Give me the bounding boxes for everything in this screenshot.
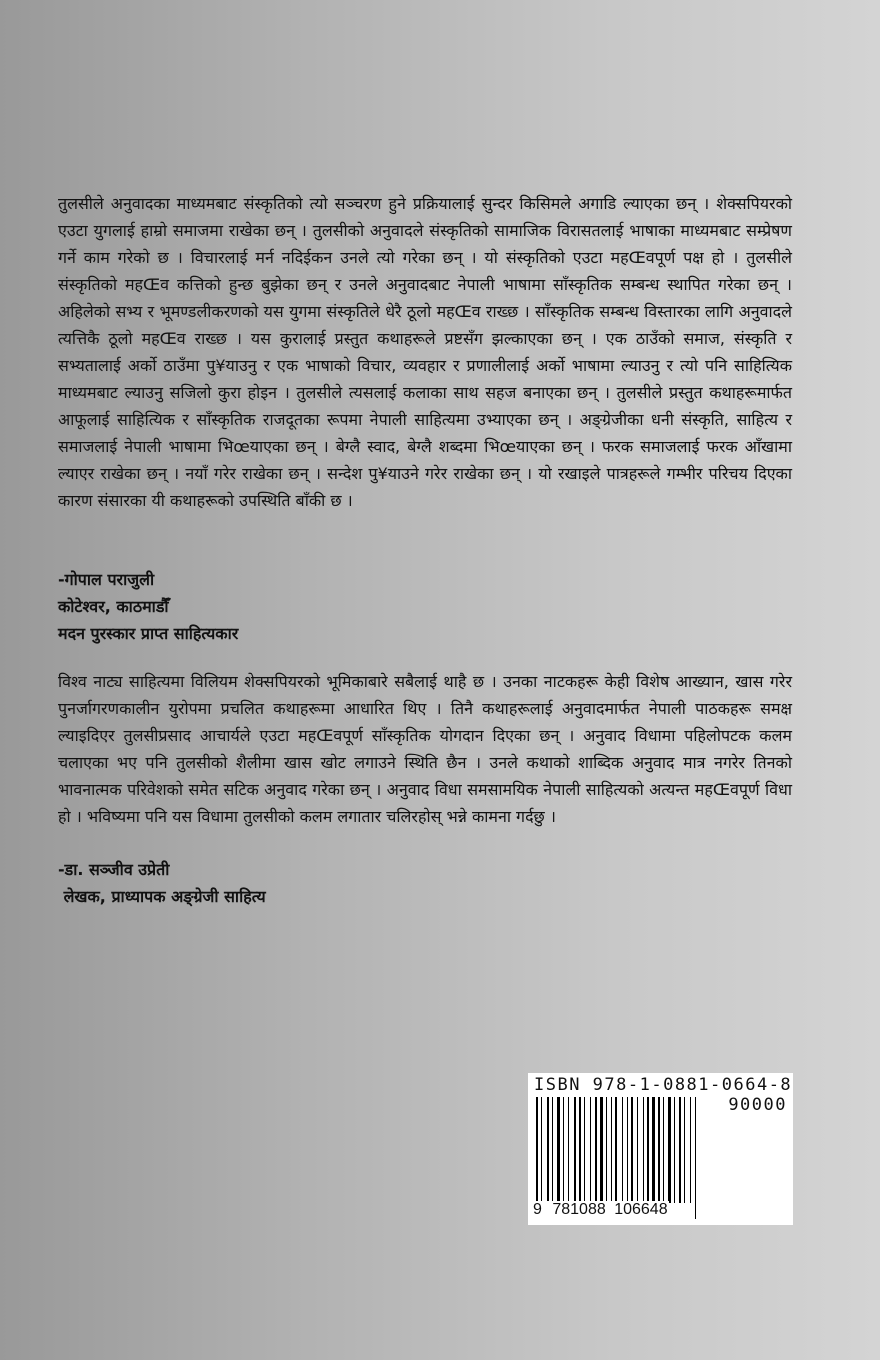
barcode-bar xyxy=(679,1097,681,1203)
barcode-bar xyxy=(637,1097,638,1203)
barcode-bar xyxy=(584,1097,585,1203)
barcode-bar xyxy=(627,1097,628,1203)
isbn-digits xyxy=(532,1201,669,1219)
barcode-bar xyxy=(652,1097,655,1203)
barcode-bar xyxy=(647,1097,649,1203)
barcode-bar xyxy=(600,1097,603,1203)
barcode-bar xyxy=(611,1097,612,1203)
barcode-bar xyxy=(579,1097,581,1203)
barcode-bar xyxy=(557,1097,560,1203)
review-2-paragraph: विश्व नाट्य साहित्यमा विलियम शेक्सपियरको भूमिकाबारे सबैलाई थाहै छ । उनका नाटकहरू केही विशेष आख्यान, खास गरेर पुनर्जागरणकालीन युरोपमा प्रचलित कथाहरूमा आधारित थिए । तिनै कथाहरूलाई अनुवादमार्फत नेपाली पाठकहरू समक्ष ल्याइदिएर तुलसीप्रसाद आचार्यले एउटा महŒवपूर्ण साँस्कृतिक योगदान दिएका छन् । अनुवाद विधामा पहिलोपटक कलम चलाएका भए पनि तुलसीको शैलीमा खास खोट लगाउने स्थिति छैन । उनले कथाको शाब्दिक अनुवाद मात्र नगरेर तिनको भावनात्मक परिवेशको समेत सटिक अनुवाद गरेका छन् । अनुवाद विधा समसामयिक नेपाली साहित्यको अत्यन्त महŒवपूर्ण विधा हो । भविष्यमा पनि यस विधामा तुलसीको कलम लगातार चलिरहोस् भन्ने कामना गर्दछु । xyxy=(58,672,792,826)
review-1-author-title: मदन पुरस्कार प्राप्त साहित्यकार xyxy=(58,624,239,643)
barcode-bar xyxy=(658,1097,660,1203)
isbn-digits-group-1: 781088 xyxy=(552,1201,606,1218)
barcode-bar xyxy=(684,1097,685,1203)
barcode-bar xyxy=(590,1097,591,1203)
isbn-label: ISBN 978-1-0881-0664-8 xyxy=(534,1075,793,1095)
barcode-bar xyxy=(674,1097,675,1203)
barcode-bar xyxy=(563,1097,564,1203)
review-1-author: -गोपाल पराजुली xyxy=(58,570,155,589)
barcode-bar xyxy=(552,1097,553,1203)
barcode-bar xyxy=(668,1097,671,1203)
review-2-author: -डा. सञ्जीव उप्रेती xyxy=(58,860,170,879)
barcode-bar xyxy=(568,1097,569,1203)
barcode-bar xyxy=(622,1097,623,1203)
isbn-digit-lead: 9 xyxy=(533,1201,542,1218)
barcode-bar xyxy=(663,1097,664,1203)
isbn-digits-group-2: 106648 xyxy=(614,1201,668,1218)
barcode-bar xyxy=(574,1097,576,1203)
barcode-bar xyxy=(643,1097,644,1203)
barcode-bar xyxy=(690,1097,691,1203)
review-1-paragraph: तुलसीले अनुवादका माध्यमबाट संस्कृतिको त्यो सञ्चरण हुने प्रक्रियालाई सुन्दर किसिमले अगाडि ल्याएका छन् । शेक्सपियरको एउटा युगलाई हाम्रो समाजमा राखेका छन् । तुलसीको अनुवादले संस्कृतिको सामाजिक विरासतलाई भाषाका माध्यमबाट सम्प्रेषण गर्ने काम गरेको छ । विचारलाई मर्न नदिईकन उनले त्यो गरेका छन् । यो संस्कृतिको एउटा महŒवपूर्ण पक्ष हो । तुलसीले संस्कृतिको महŒव कत्तिको हुन्छ बुझेका छन् र उनले अनुवादबाट नेपाली भाषामा साँस्कृतिक सम्बन्ध स्थापित गरेका छन् । अहिलेको सभ्य र भूमण्डलीकरणको यस युगमा संस्कृतिले धेरै ठूलो महŒव राख्छ । साँस्कृतिक सम्बन्ध विस्तारका लागि अनुवादले त्यत्तिकै ठूलो महŒव राख्छ । यस कुरालाई प्रस्तुत कथाहरूले प्रष्टसँग झल्काएका छन् । एक ठाउँको समाज, संस्कृति र सभ्यतालाई अर्को ठाउँमा पु¥याउनु र एक भाषाको विचार, व्यवहार र प्रणालीलाई अर्को भाषामा ल्याउनु र त्यो पनि साहित्यिक माध्यमबाट ल्याउनु सजिलो कुरा होइन । तुलसीले त्यसलाई कलाका साथ सहज बनाएका छन् । तुलसीले प्रस्तुत कथाहरूमार्फत आफूलाई साहित्यिक र साँस्कृतिक राजदूतका रूपमा नेपाली साहित्यमा उभ्याएका छन् । अङ्ग्रेजीका धनी संस्कृति, साहित्य र समाजलाई नेपाली भाषामा भिœयाएका छन् । बेग्लै स्वाद, बेग्लै शब्दमा भिœयाएका छन् । फरक समाजलाई फरक आँखामा ल्याएर राखेका छन् । नयाँ गरेर राखेका छन् । सन्देश पु¥याउने गरेर राखेका छन् । यो रखाइले पात्रहरूले गम्भीर परिचय दिएका कारण संसारका यी कथाहरूको उपस्थिति बाँकी छ । xyxy=(58,194,792,510)
barcode-bar xyxy=(541,1097,542,1203)
isbn-barcode xyxy=(528,1073,793,1225)
review-2-author-title: लेखक, प्राध्यापक अङ्ग्रेजी साहित्य xyxy=(58,887,266,906)
barcode-bar xyxy=(631,1097,633,1203)
barcode-bar xyxy=(695,1097,696,1219)
price-code: 90000 xyxy=(728,1095,787,1115)
review-1-place: कोटेश्वर, काठमाडौँ xyxy=(58,597,169,616)
barcode-bar xyxy=(606,1097,607,1203)
barcode-bar xyxy=(595,1097,597,1203)
barcode-bar xyxy=(547,1097,549,1203)
